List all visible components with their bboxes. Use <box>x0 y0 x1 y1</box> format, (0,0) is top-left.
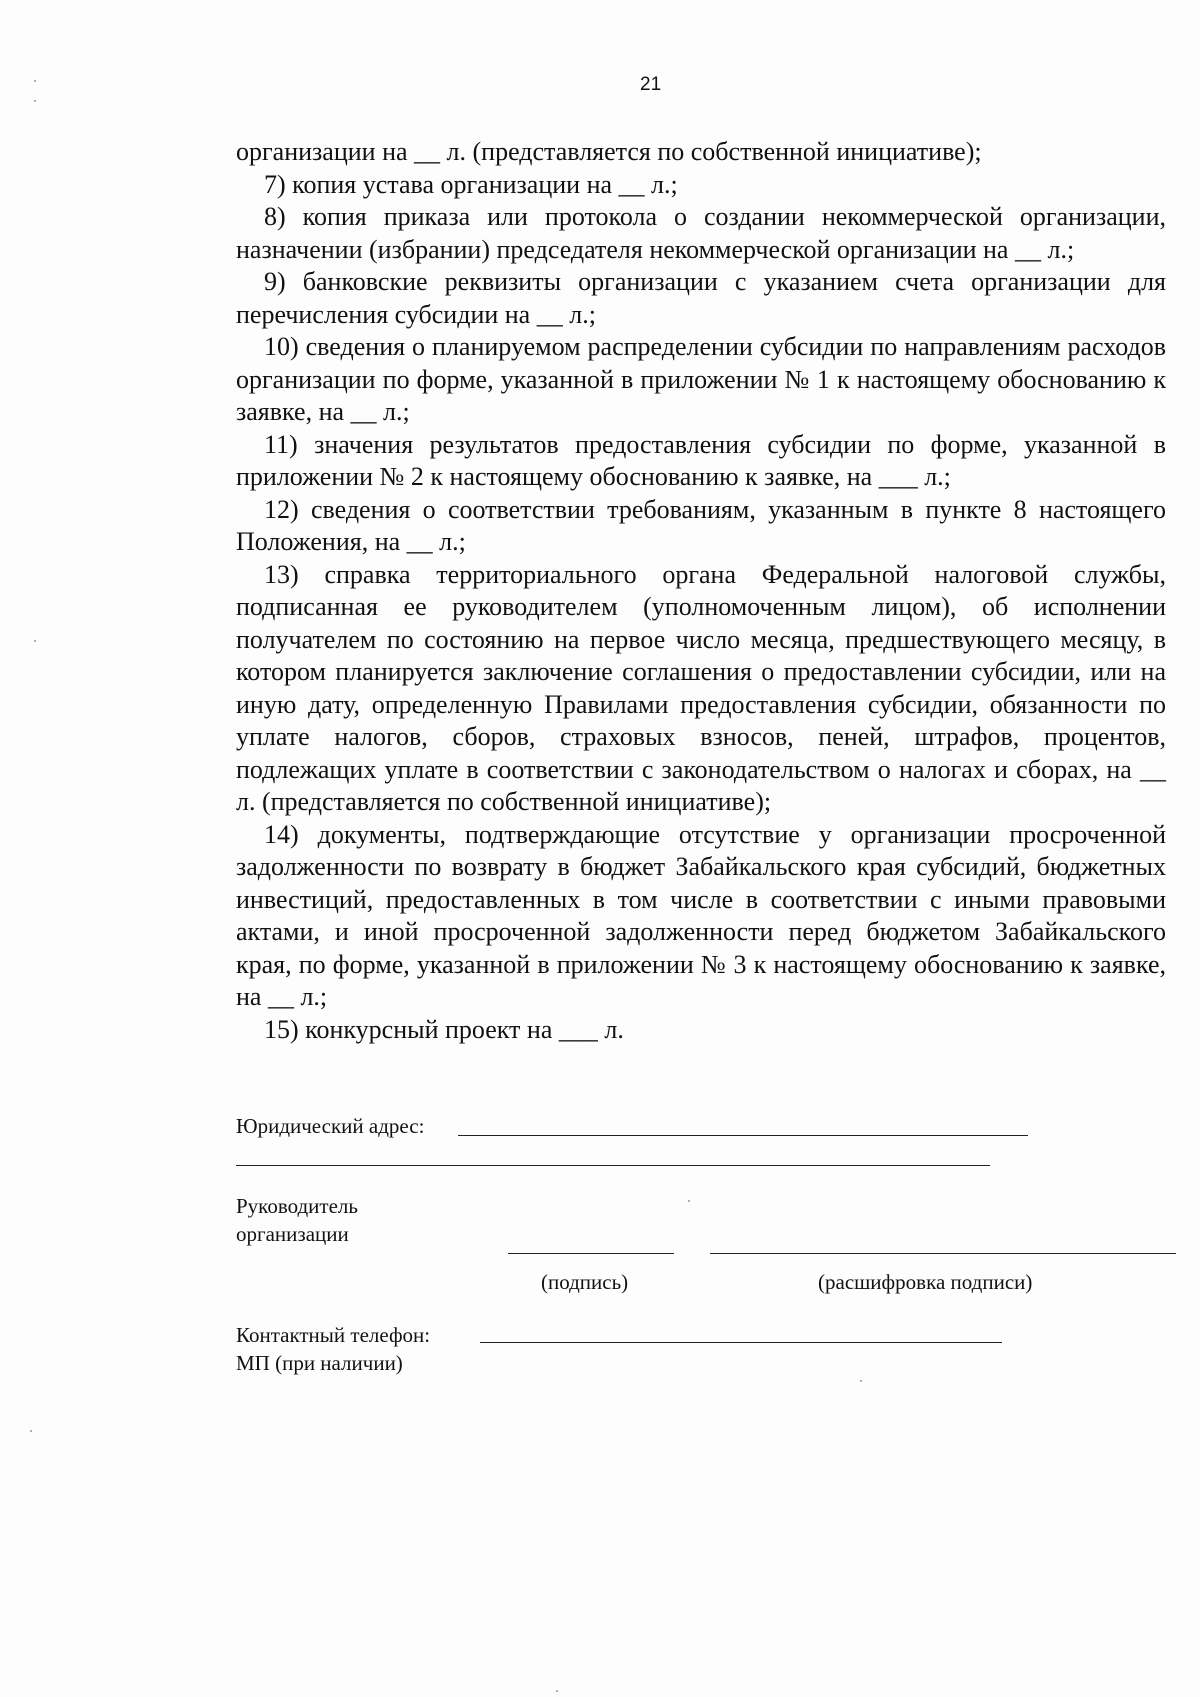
list-item: 12) сведения о соответствии требованиям, указанным в пункте 8 настоящего Положения, на __ л.; <box>236 494 1166 556</box>
head-label-line1: Руководитель <box>236 1194 358 1218</box>
list-item: 13) справка территориального органа Федеральной налоговой службы, подписанная ее руководителем (уполномоченным лицом), об исполнении получателем по состоянию на первое число месяца, предшествующего месяцу, в котором планируется заключение соглашения о предоставлении субсидии, или на иную дату, определенную Правилами предоставления субсидии, обязанности по уплате налогов, сборов, страховых взносов, пеней, штрафов, процентов, подлежащих уплате в соответствии с законодательством о налогах и сборах, на __ л. (представляется по собственной инициативе); <box>236 559 1166 816</box>
signature-line <box>508 1253 674 1254</box>
list-item: 7) копия устава организации на __ л.; <box>264 169 678 199</box>
scan-speck <box>34 100 36 102</box>
list-item: 9) банковские реквизиты организации с указанием счета организации для перечисления субсидии на __ л.; <box>236 267 1166 329</box>
list-item: 14) документы, подтверждающие отсутствие у организации просроченной задолженности по возврату в бюджет Забайкальского края субсидий, бюджетных инвестиций, предоставленных в том числе в соответствии с иными правовыми актами, и иной просроченной задолженности перед бюджетом Забайкальского края, по форме, указанной в приложении № 3 к настоящему обоснованию к заявке, на __ л.; <box>236 819 1166 1011</box>
list-item: 11) значения результатов предоставления субсидии по форме, указанной в приложении № 2 к настоящему обоснованию к заявке, на ___ л.; <box>236 429 1166 491</box>
page-number: 21 <box>640 74 662 95</box>
scan-speck <box>688 1200 690 1202</box>
scan-speck <box>860 1380 862 1382</box>
head-label-line2: организации <box>236 1222 349 1246</box>
scan-speck <box>34 640 36 642</box>
decryption-line <box>710 1253 1176 1254</box>
list-item: 8) копия приказа или протокола о создании некоммерческой организации, назначении (избрании) председателя некоммерческой организации на __ л.; <box>236 202 1166 264</box>
phone-label: Контактный телефон: <box>236 1323 431 1347</box>
list-item: 10) сведения о планируемом распределении субсидии по направлениям расходов организации по форме, указанной в приложении № 1 к настоящему обоснованию к заявке, на __ л.; <box>236 332 1166 426</box>
list-item: организации на __ л. (представляется по собственной инициативе); <box>236 137 982 166</box>
decryption-caption: (расшифровка подписи) <box>818 1270 1033 1294</box>
list-item: 15) конкурсный проект на ___ л. <box>264 1014 624 1044</box>
stamp-label: МП (при наличии) <box>236 1351 403 1375</box>
legal-address-line <box>458 1135 1028 1136</box>
document-body <box>236 136 1166 1046</box>
signature-caption: (подпись) <box>541 1270 629 1294</box>
phone-line <box>480 1342 1002 1343</box>
legal-address-label: Юридический адрес: <box>236 1114 425 1138</box>
scan-speck <box>34 80 36 82</box>
legal-address-line-2 <box>236 1165 990 1166</box>
scan-speck <box>30 1430 32 1432</box>
scan-speck <box>556 1690 558 1692</box>
